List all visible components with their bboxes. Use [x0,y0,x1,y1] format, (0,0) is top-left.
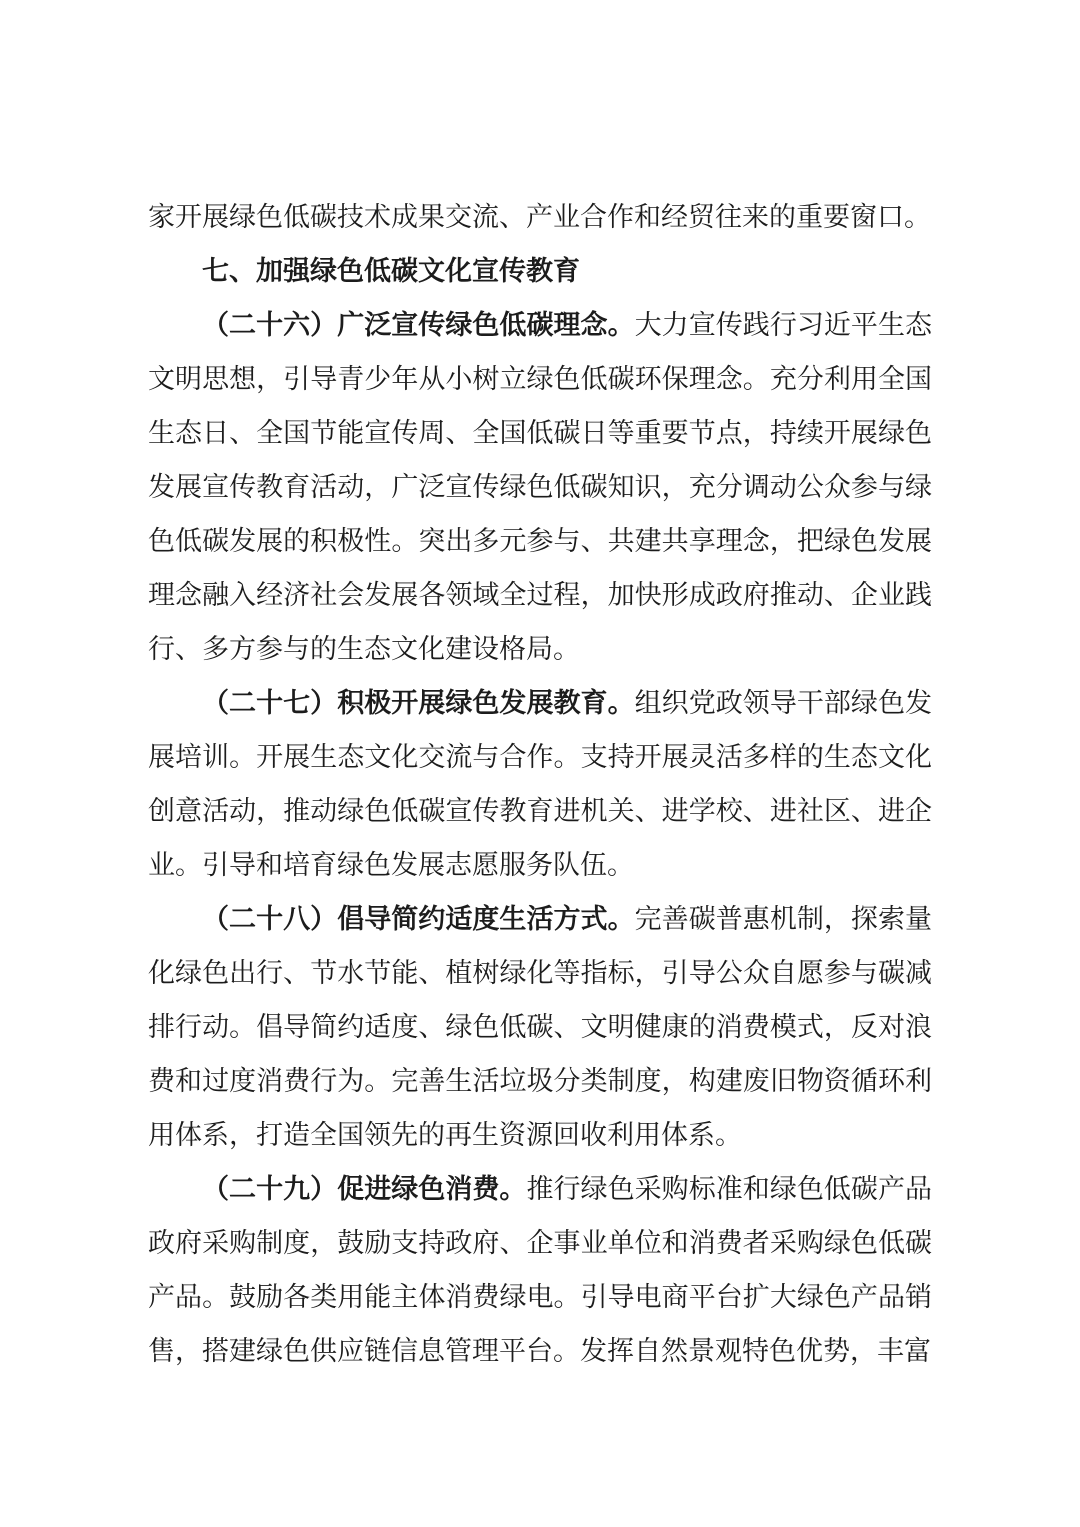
paragraph-28-body: 完善碳普惠机制，探索量化绿色出行、节水节能、植树绿化等指标，引导公众自愿参与碳减排行动。倡导简约适度、绿色低碳、文明健康的消费模式，反对浪费和过度消费行为。完善生活垃圾分类制度，构建废旧物资循环利用体系，打造全国领先的再生资源回收利用体系。 [148,904,933,1150]
paragraph-27-body: 组织党政领导干部绿色发展培训。开展生态文化交流与合作。支持开展灵活多样的生态文化创意活动，推动绿色低碳宣传教育进机关、进学校、进社区、进企业。引导和培育绿色发展志愿服务队伍。 [148,688,933,880]
paragraph-29-body: 推行绿色采购标准和绿色低碳产品政府采购制度，鼓励支持政府、企事业单位和消费者采购绿色低碳产品。鼓励各类用能主体消费绿电。引导电商平台扩大绿色产品销售，搭建绿色供应链信息管理平台。发挥自然景观特色优势，丰富 [148,1174,933,1366]
paragraph-27 [148,676,932,892]
paragraph-28 [148,892,932,1162]
paragraph-26-body: 大力宣传践行习近平生态文明思想，引导青少年从小树立绿色低碳环保理念。充分利用全国生态日、全国节能宣传周、全国低碳日等重要节点，持续开展绿色发展宣传教育活动，广泛宣传绿色低碳知识，充分调动公众参与绿色低碳发展的积极性。突出多元参与、共建共享理念，把绿色发展理念融入经济社会发展各领域全过程，加快形成政府推动、企业践行、多方参与的生态文化建设格局。 [148,310,933,664]
paragraph-26 [148,298,932,676]
continuation-line: 家开展绿色低碳技术成果交流、产业合作和经贸往来的重要窗口。 [148,202,931,232]
paragraph-29 [148,1162,932,1378]
section-heading: 七、加强绿色低碳文化宣传教育 [202,256,580,286]
paragraph-26-lead: （二十六）广泛宣传绿色低碳理念。 [202,310,635,340]
paragraph-29-lead: （二十九）促进绿色消费。 [202,1174,527,1204]
document-text-block [148,190,932,1378]
paragraph-28-lead: （二十八）倡导简约适度生活方式。 [202,904,635,934]
paragraph-27-lead: （二十七）积极开展绿色发展教育。 [202,688,635,718]
